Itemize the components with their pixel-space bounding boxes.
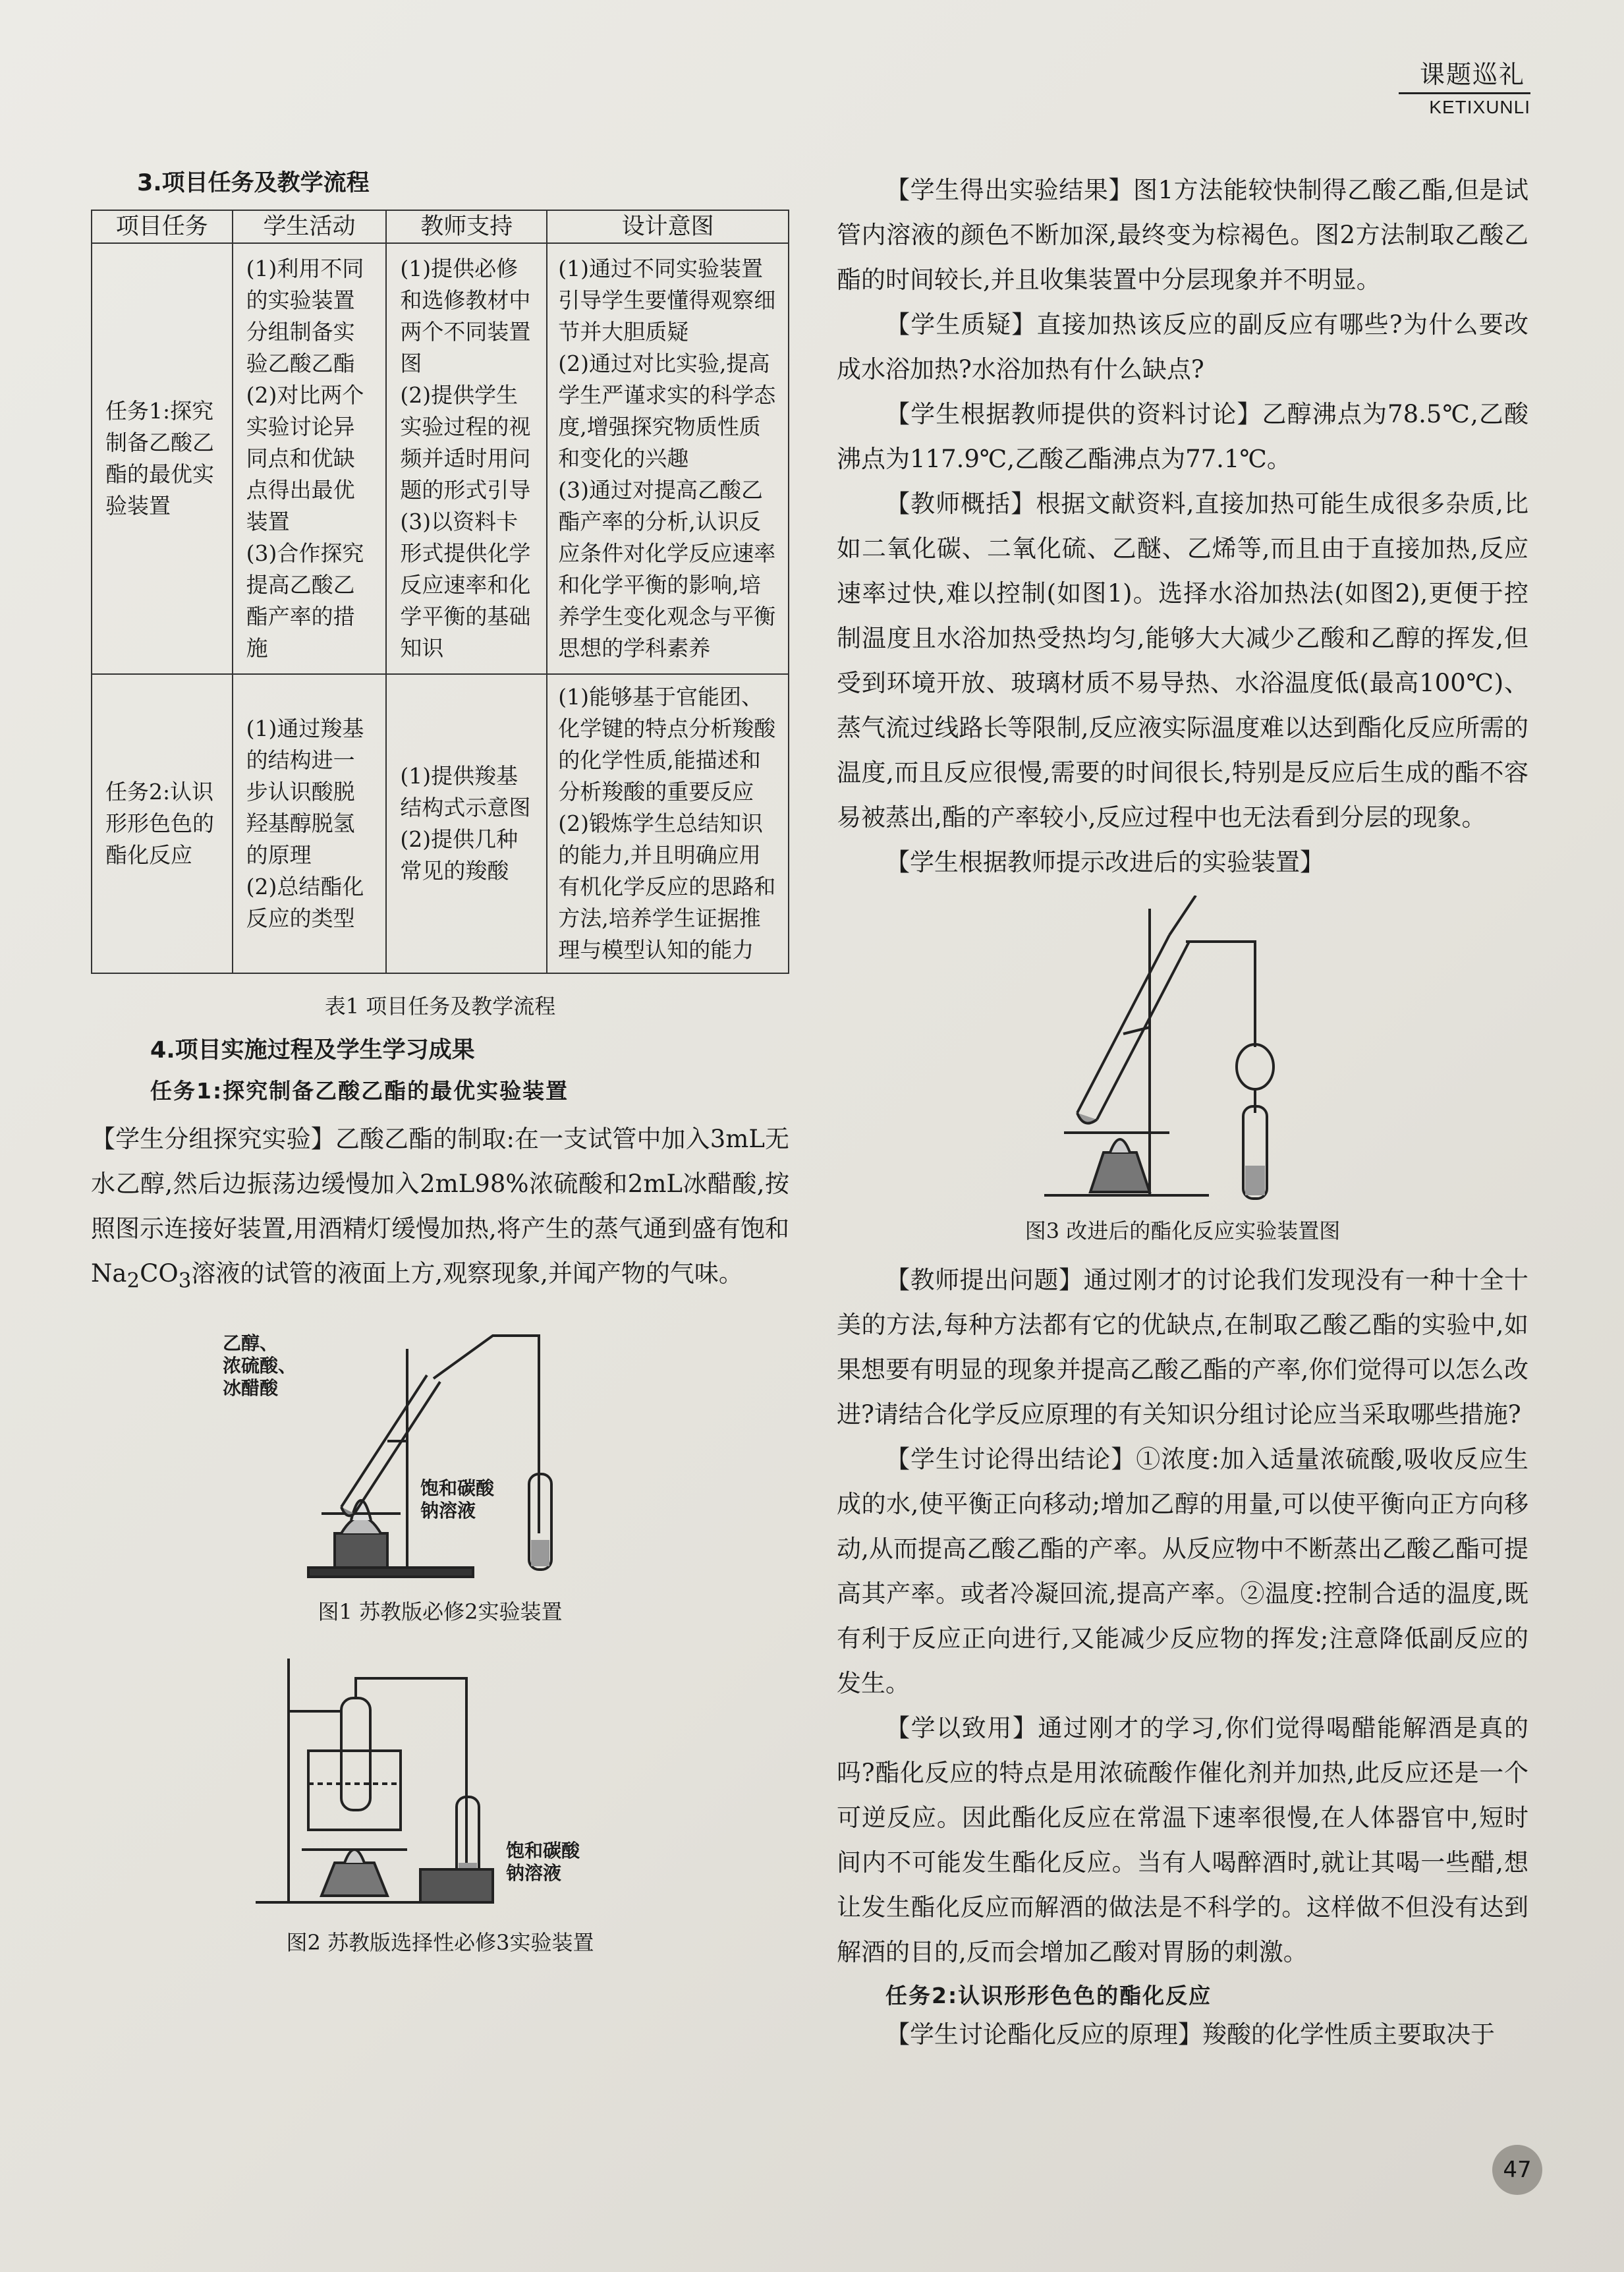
paragraph-tag: 【学生分组探究实验】 — [91, 1125, 335, 1153]
teacher-item: (1)提供羧基结构式示意图 — [400, 763, 531, 820]
table-header: 设计意图 — [547, 210, 789, 243]
subscript: 3 — [178, 1268, 192, 1293]
paragraph-tag: 【学生根据教师提供的资料讨论】 — [885, 400, 1262, 428]
table-row — [92, 674, 789, 973]
intent-cell — [547, 674, 789, 973]
student-item: (1)通过羧基的结构进一步认识酸脱羟基醇脱氢的原理 — [246, 716, 364, 868]
figure-1-apparatus-drawing — [295, 1322, 585, 1586]
figure-1 — [223, 1322, 585, 1586]
paragraph-text: 根据文献资料,直接加热可能生成很多杂质,比如二氧化碳、二氧化硫、乙醚、乙烯等,而且由于直接加热,反应速率过快,难以控制(如图1)。选择水浴加热法(如图2),更便于控制温度且水浴加热受热均匀,能够大大减少乙酸和乙醇的挥发,但受到环境开放、玻璃材质不易导热、水浴温度低(最高100℃)、蒸气流过线路长等限制,反应液实际温度难以达到酯化反应所需的温度,而且反应很慢,需要的时间很长,特别是反应后生成的酯不容易被蒸出,酯的产率较小,反应过程中也无法看到分层的现象。 — [837, 490, 1528, 832]
paragraph-text: 羧酸的化学性质主要取决于 — [1202, 2020, 1495, 2049]
paragraph-text: 溶液的试管的液面上方,观察现象,并闻产物的气味。 — [191, 1259, 743, 1288]
student-item: (2)总结酯化反应的类型 — [246, 874, 364, 931]
teacher-item: (2)提供几种常见的羧酸 — [400, 826, 518, 884]
figure-3-apparatus-drawing — [1038, 895, 1328, 1205]
intent-item: (2)通过对比实验,提高学生严谨求实的科学态度,增强探究物质性质和变化的兴趣 — [558, 351, 776, 471]
table-caption: 表1 项目任务及教学流程 — [324, 994, 556, 1019]
improved-apparatus-paragraph — [837, 840, 1528, 885]
paragraph-tag: 【教师概括】 — [885, 490, 1036, 518]
task-cell: 任务1:探究制备乙酸乙酯的最优实验装置 — [92, 243, 233, 674]
label-line: 浓硫酸、 — [223, 1355, 297, 1377]
question-paragraph — [837, 302, 1528, 392]
teacher-cell — [386, 674, 547, 973]
paragraph-text: ①浓度:加入适量浓硫酸,吸收反应生成的水,使平衡正向移动;增加乙醇的用量,可以使平衡向正方向移动,从而提高乙酸乙酯的产率。从反应物中不断蒸出乙酸乙酯可提高其产率。或者冷凝回流,提高产率。②温度:控制合适的温度,既有利于反应正向进行,又能减少反应物的挥发;注意降低副反应的发生。 — [837, 1445, 1528, 1697]
label-line: 钠溶液 — [506, 1862, 562, 1885]
figure-2 — [249, 1652, 631, 1916]
figure-2-solution-label — [506, 1840, 580, 1885]
paragraph-tag: 【学以致用】 — [885, 1714, 1038, 1742]
intent-cell — [547, 243, 789, 674]
teacher-question-paragraph — [837, 1258, 1528, 1437]
student-cell — [233, 243, 387, 674]
table-header: 项目任务 — [92, 210, 233, 243]
student-item: (3)合作探究提高乙酸乙酯产率的措施 — [246, 540, 364, 661]
figure-3-caption: 图3 改进后的酯化反应实验装置图 — [1024, 1218, 1341, 1243]
paragraph-tag: 【学生讨论酯化反应的原理】 — [885, 2020, 1202, 2049]
figure-1-caption: 图1 苏教版必修2实验装置 — [318, 1599, 563, 1625]
label-line: 冰醋酸 — [223, 1377, 279, 1400]
paragraph-tag: 【学生质疑】 — [885, 310, 1037, 339]
paragraph-text: 乙醇沸点为78.5℃,乙酸沸点为117.9℃,乙酸乙酯沸点为77.1℃。 — [837, 400, 1529, 473]
label-line: 钠溶液 — [420, 1500, 476, 1522]
paragraph-text: 通过刚才的讨论我们发现没有一种十全十美的方法,每种方法都有它的优缺点,在制取乙酸乙酯的实验中,如果想要有明显的现象并提高乙酸乙酯的产率,你们觉得可以怎么改进?请结合化学反应原理的有关知识分组讨论应当采取哪些措施? — [837, 1266, 1529, 1429]
paragraph-text: 乙酸乙酯的制取:在一支试管中加入3mL无水乙醇,然后边振荡边缓慢加入2mL98%浓硫酸和2mL冰醋酸,按照图示连接好装置,用酒精灯缓慢加热,将产生的蒸气通到盛有饱和Na — [91, 1125, 790, 1288]
task1-heading: 任务1:探究制备乙酸乙酯的最优实验装置 — [150, 1078, 569, 1104]
subscript: 2 — [126, 1268, 140, 1293]
paragraph-tag: 【学生根据教师提示改进后的实验装置】 — [885, 848, 1324, 876]
teacher-item: (3)以资料卡形式提供化学反应速率和化学平衡的基础知识 — [400, 509, 531, 661]
paragraph-tag: 【学生得出实验结果】 — [885, 176, 1134, 204]
paragraph-text: 直接加热该反应的副反应有哪些?为什么要改成水浴加热?水浴加热有什么缺点? — [837, 310, 1528, 383]
task-cell: 任务2:认识形形色色的酯化反应 — [92, 674, 233, 973]
figure-3 — [1038, 895, 1328, 1205]
teacher-cell — [386, 243, 547, 674]
student-cell — [233, 674, 387, 973]
label-line: 饱和碳酸 — [420, 1477, 495, 1500]
table-header-row — [92, 210, 789, 243]
label-line: 饱和碳酸 — [506, 1840, 580, 1862]
paragraph-text: CO — [140, 1259, 179, 1288]
result-paragraph — [837, 168, 1528, 302]
boiling-point-paragraph — [837, 392, 1528, 482]
student-item: (2)对比两个实验讨论异同点和优缺点得出最优装置 — [246, 382, 364, 534]
teacher-item: (1)提供必修和选修教材中两个不同装置图 — [400, 256, 531, 376]
conclusion-paragraph — [837, 1437, 1528, 1706]
figure-2-caption: 图2 苏教版选择性必修3实验装置 — [286, 1930, 594, 1956]
intent-item: (2)锻炼学生总结知识的能力,并且明确应用有机化学反应的思路和方法,培养学生证据推理与模型认知的能力 — [558, 810, 776, 963]
figure-1-solution-label — [420, 1477, 494, 1522]
right-column — [837, 168, 1528, 2057]
intent-item: (3)通过对提高乙酸乙酯产率的分析,认识反应条件对化学反应速率和化学平衡的影响,培养学生变化观念与平衡思想的学科素养 — [558, 477, 776, 661]
teacher-item: (2)提供学生实验过程的视频并适时用问题的形式引导 — [400, 382, 531, 503]
paragraph-text: 图1方法能较快制得乙酸乙酯,但是试管内溶液的颜色不断加深,最终变为棕褐色。图2方法制取乙酸乙酯的时间较长,并且收集装置中分层现象并不明显。 — [837, 176, 1529, 294]
paragraph-text: 通过刚才的学习,你们觉得喝醋能解酒是真的吗?酯化反应的特点是用浓硫酸作催化剂并加热,此反应还是一个可逆反应。因此酯化反应在常温下速率很慢,在人体器官中,短时间内不可能发生酯化反应。当有人喝醉酒时,就让其喝一些醋,想让发生酯化反应而解酒的做法是不科学的。这样做不但没有达到解酒的目的,反而会增加乙酸对胃肠的刺激。 — [837, 1714, 1529, 1966]
experiment-paragraph — [91, 1117, 789, 1303]
left-column — [91, 165, 789, 1956]
intent-item: (1)能够基于官能团、化学键的特点分析羧酸的化学性质,能描述和分析羧酸的重要反应 — [558, 684, 776, 805]
principle-paragraph — [837, 2012, 1528, 2057]
paragraph-tag: 【学生讨论得出结论】 — [885, 1445, 1136, 1473]
table-header: 学生活动 — [233, 210, 387, 243]
student-item: (1)利用不同的实验装置分组制备实验乙酸乙酯 — [246, 256, 364, 376]
page-number: 47 — [1492, 2145, 1542, 2195]
intent-item: (1)通过不同实验装置引导学生要懂得观察细节并大胆质疑 — [558, 256, 776, 345]
summary-paragraph — [837, 482, 1528, 840]
paragraph-tag: 【教师提出问题】 — [885, 1266, 1084, 1294]
table-row — [92, 243, 789, 674]
column-subtitle: KETIXUNLI — [1399, 92, 1530, 118]
figure-1-reagent-label — [223, 1332, 296, 1400]
column-title: 课题巡礼 — [1419, 60, 1525, 89]
task2-heading: 任务2:认识形形色色的酯化反应 — [885, 1983, 1212, 2008]
section-3-heading: 3.项目任务及教学流程 — [137, 170, 370, 196]
flow-table — [91, 210, 789, 974]
application-paragraph — [837, 1706, 1528, 1975]
label-line: 乙醇、 — [223, 1332, 279, 1355]
section-4-heading: 4.项目实施过程及学生学习成果 — [150, 1037, 475, 1064]
table-header: 教师支持 — [386, 210, 547, 243]
